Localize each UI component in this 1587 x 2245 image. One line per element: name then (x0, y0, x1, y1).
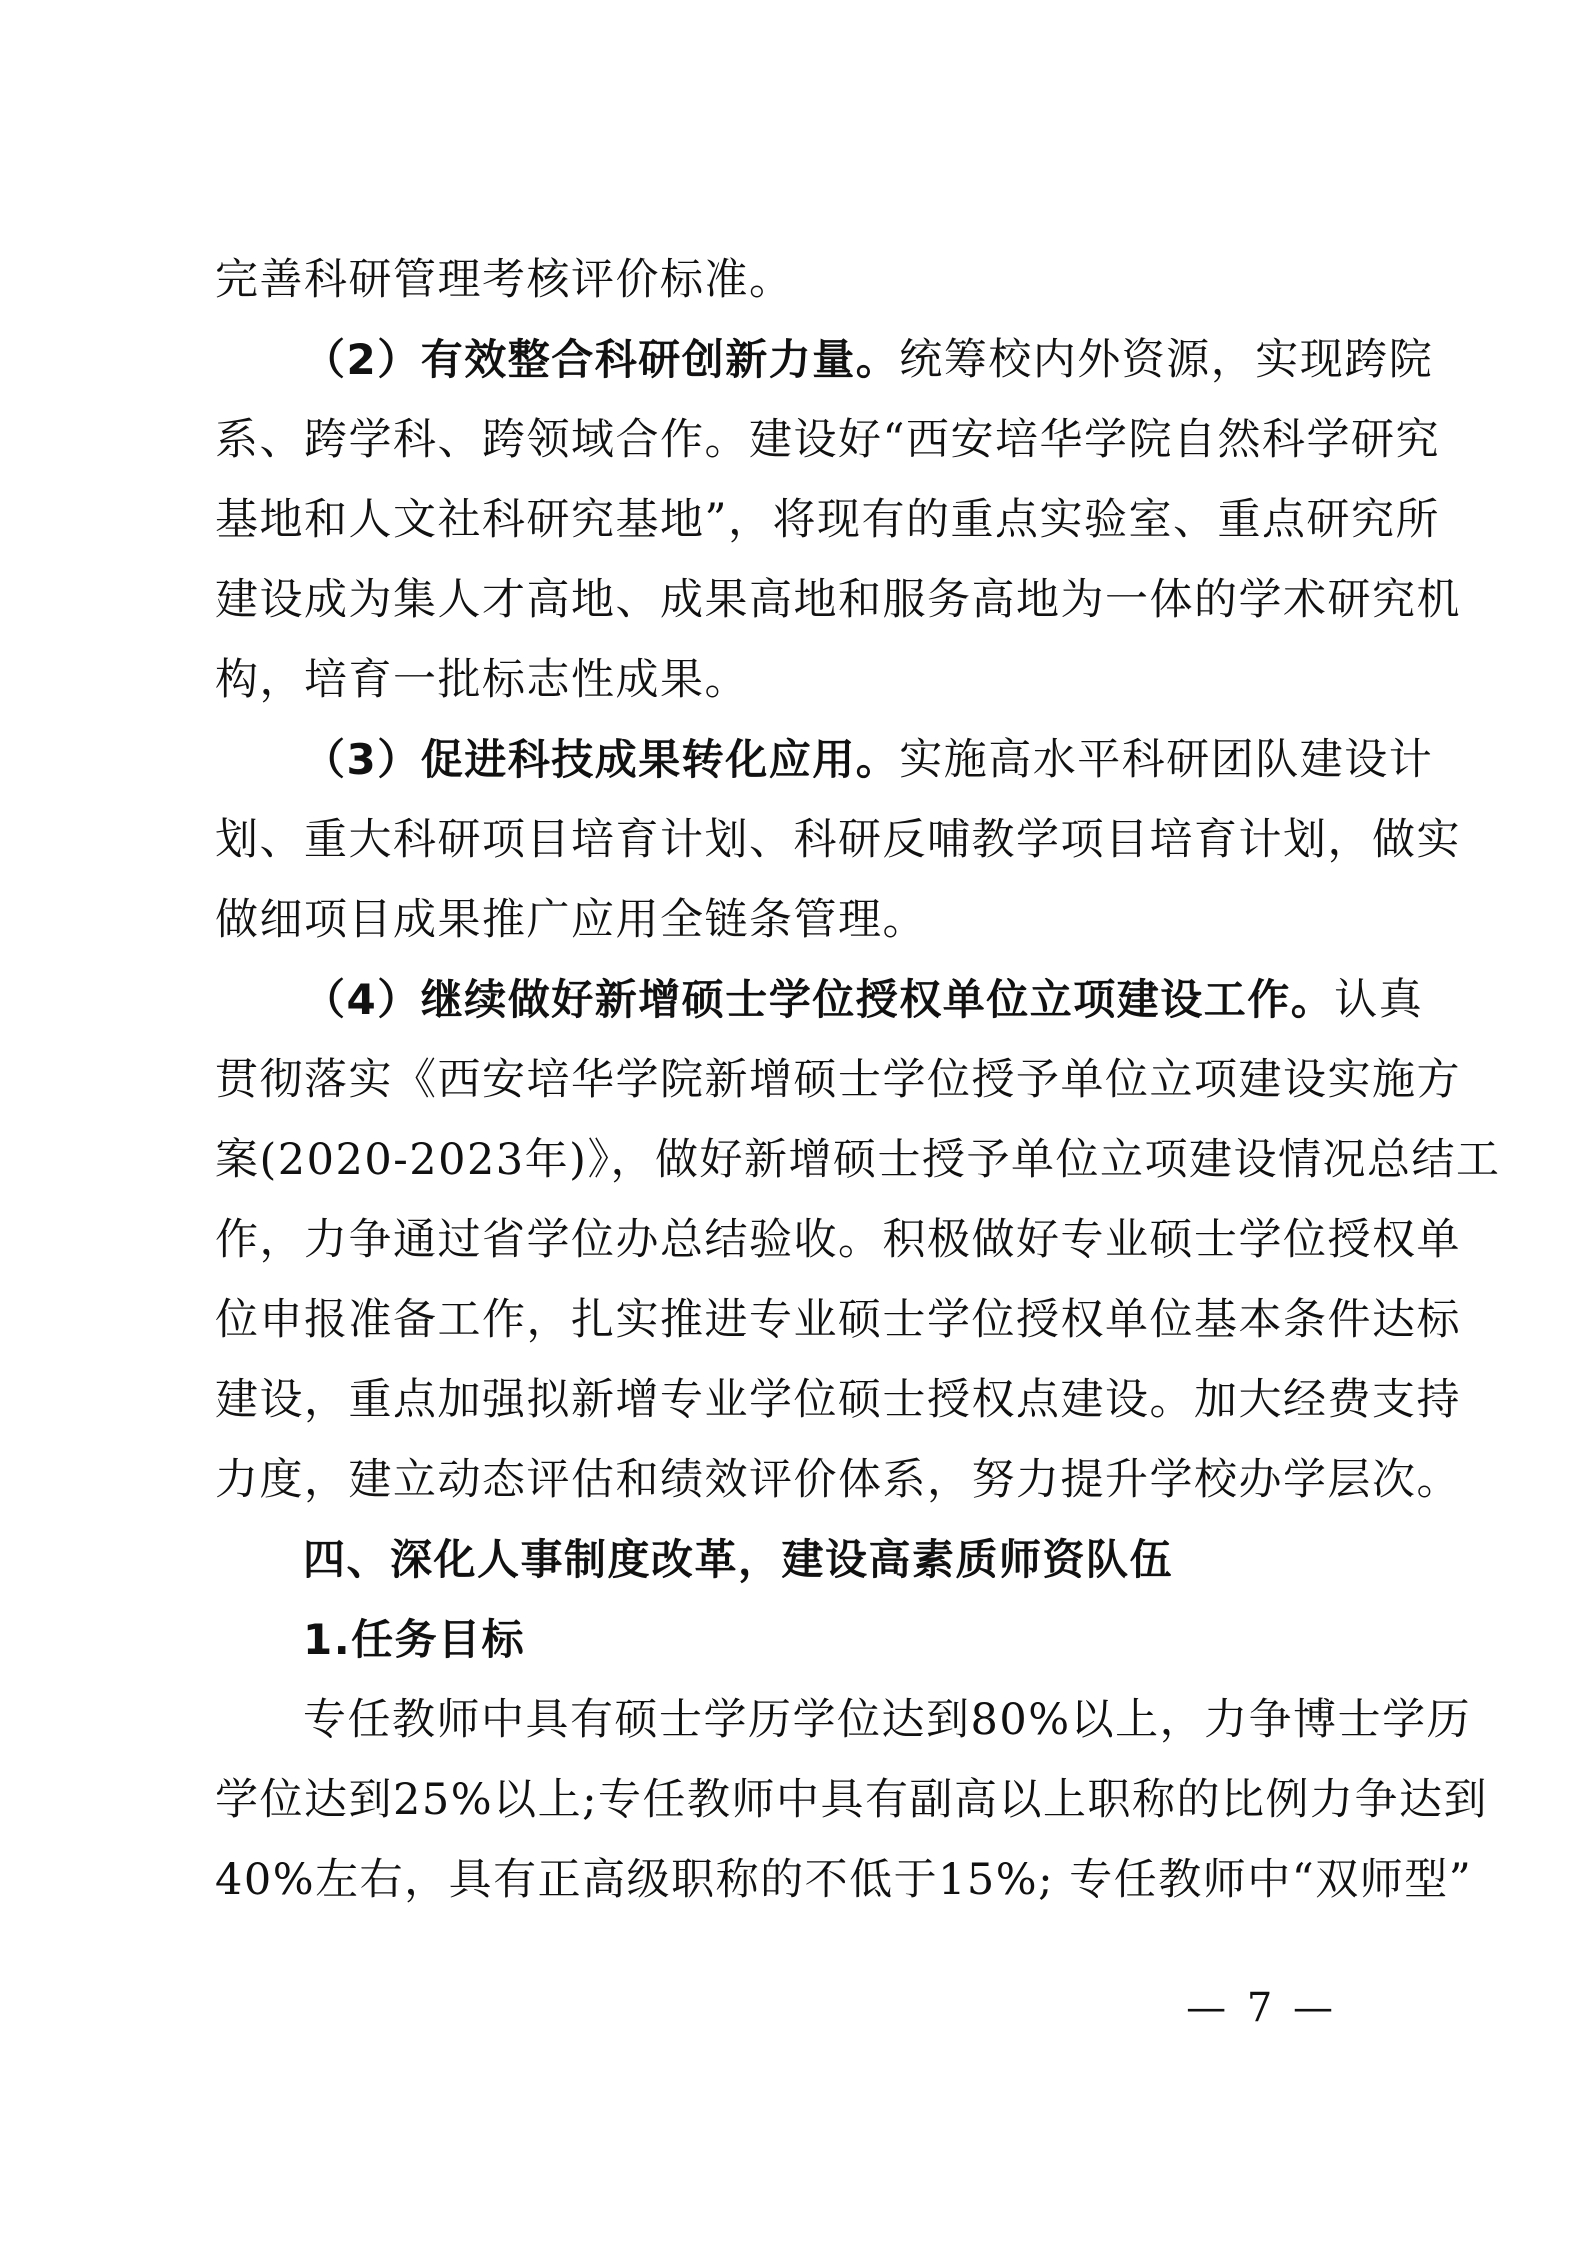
text-line (215, 1280, 1461, 1360)
line-text: 贯彻落实《西安培华学院新增硕士学位授予单位立项建设实施方 (215, 1055, 1461, 1105)
item-heading: （4）继续做好新增硕士学位授权单位立项建设工作。 (303, 975, 1335, 1024)
document-body (215, 240, 1501, 1920)
line-text: 40%左右，具有正高级职称的不低于15%; 专任教师中“双师型” (215, 1855, 1473, 1905)
line-text: 学位达到25%以上;专任教师中具有副高以上职称的比例力争达到 (215, 1775, 1489, 1825)
line-text: 系、跨学科、跨领域合作。建设好“西安培华学院自然科学研究 (215, 415, 1440, 465)
subsection-heading (215, 1600, 1375, 1680)
text-line (215, 480, 1440, 560)
text-line (215, 720, 1434, 800)
text-line (215, 320, 1434, 400)
line-text: 统筹校内外资源，实现跨院 (899, 335, 1434, 385)
line-text: 建设，重点加强拟新增专业学位硕士授权点建设。加大经费支持 (215, 1375, 1461, 1425)
text-line (215, 1760, 1489, 1840)
page-number: — 7 — (1186, 1985, 1337, 2031)
line-text: 基地和人文社科研究基地”，将现有的重点实验室、重点研究所 (215, 495, 1440, 545)
text-line (215, 240, 1375, 320)
text-line (215, 640, 1375, 720)
item-heading: （3）促进科技成果转化应用。 (303, 735, 900, 784)
text-line (215, 1840, 1473, 1920)
text-line (215, 1440, 1461, 1520)
text-line (215, 960, 1424, 1040)
line-text: 建设成为集人才高地、成果高地和服务高地为一体的学术研究机 (215, 575, 1461, 625)
line-text: 实施高水平科研团队建设计 (899, 735, 1434, 785)
text-line (215, 1120, 1501, 1200)
line-text: 划、重大科研项目培育计划、科研反哺教学项目培育计划，做实 (215, 815, 1461, 865)
text-line (215, 880, 1375, 960)
line-text: 做细项目成果推广应用全链条管理。 (215, 895, 927, 945)
line-text: 完善科研管理考核评价标准。 (215, 255, 794, 305)
line-text: 构，培育一批标志性成果。 (215, 655, 749, 705)
line-text: 认真 (1334, 975, 1424, 1025)
line-text: 位申报准备工作，扎实推进专业硕士学位授权单位基本条件达标 (215, 1295, 1461, 1345)
line-text: 案(2020-2023年)》，做好新增硕士授予单位立项建设情况总结工 (215, 1135, 1501, 1185)
line-text: 专任教师中具有硕士学历学位达到80%以上，力争博士学历 (303, 1695, 1472, 1745)
section-heading (215, 1520, 1375, 1600)
line-text: 力度，建立动态评估和绩效评价体系，努力提升学校办学层次。 (215, 1455, 1461, 1505)
text-line (215, 1200, 1461, 1280)
text-line (215, 560, 1461, 640)
line-text: 作，力争通过省学位办总结验收。积极做好专业硕士学位授权单 (215, 1215, 1461, 1265)
text-line (215, 800, 1461, 880)
section-heading-text: 四、深化人事制度改革，建设高素质师资队伍 (303, 1535, 1174, 1584)
text-line (215, 1680, 1472, 1760)
text-line (215, 400, 1440, 480)
text-line (215, 1360, 1461, 1440)
item-heading: （2）有效整合科研创新力量。 (303, 335, 900, 384)
text-line (215, 1040, 1461, 1120)
subsection-heading-text: 1.任务目标 (303, 1615, 526, 1664)
